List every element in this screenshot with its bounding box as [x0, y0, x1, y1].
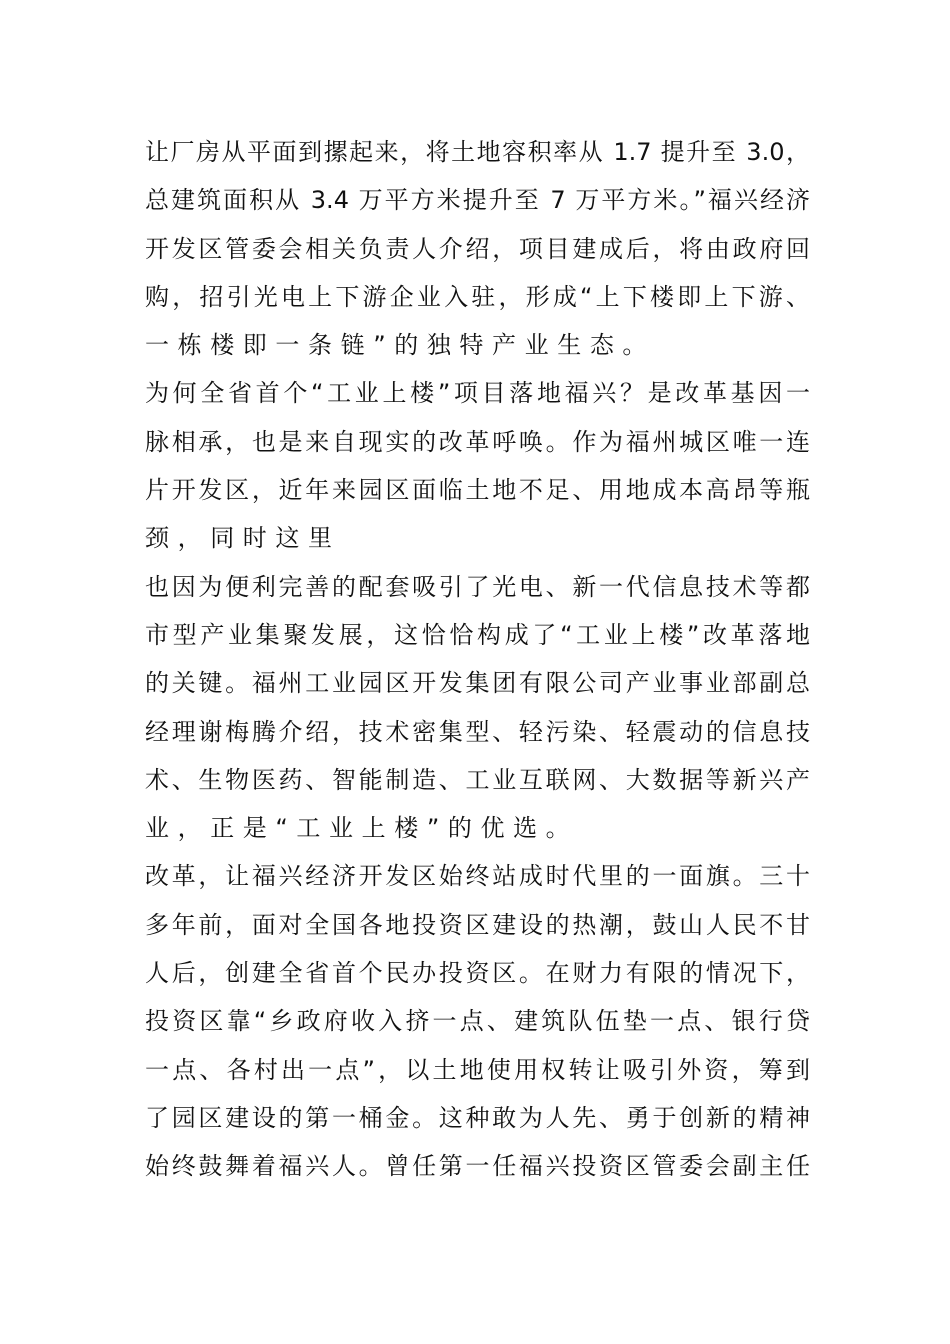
text-line: 人后，创建全省首个民办投资区。在财力有限的情况下， [145, 959, 810, 988]
text-line: 脉相承，也是来自现实的改革呼唤。作为福州城区唯一连 [145, 427, 810, 456]
text-line: 的关键。福州工业园区开发集团有限公司产业事业部副总 [145, 669, 810, 698]
text-line: 让厂房从平面到摞起来，将土地容积率从 1.7 提升至 3.0， [145, 138, 810, 166]
text-line: 为何全省首个“工业上楼”项目落地福兴？是改革基因一 [145, 379, 810, 408]
text-line: 多年前，面对全国各地投资区建设的热潮，鼓山人民不甘 [145, 910, 810, 939]
text-line: 经理谢梅腾介绍，技术密集型、轻污染、轻震动的信息技 [145, 717, 810, 746]
text-line: 一栋楼即一条链”的独特产业生态。 [145, 331, 656, 360]
text-line: 了园区建设的第一桶金。这种敢为人先、勇于创新的精神 [145, 1103, 810, 1132]
text-line: 购，招引光电上下游企业入驻，形成“上下楼即上下游、 [145, 282, 810, 311]
document-page [145, 128, 810, 1191]
text-line: 改革，让福兴经济开发区始终站成时代里的一面旗。三十 [145, 862, 810, 891]
text-line: 一点、各村出一点”，以土地使用权转让吸引外资，筹到 [145, 1055, 810, 1084]
text-line: 业，正是“工业上楼”的优选。 [145, 814, 579, 843]
text-line: 颈，同时这里 [145, 524, 341, 553]
text-line: 总建筑面积从 3.4 万平方米提升至 7 万平方米。”福兴经济 [145, 186, 810, 215]
text-line: 始终鼓舞着福兴人。曾任第一任福兴投资区管委会副主任 [145, 1152, 810, 1181]
text-line: 也因为便利完善的配套吸引了光电、新一代信息技术等都 [145, 572, 810, 601]
text-line: 片开发区，近年来园区面临土地不足、用地成本高昂等瓶 [145, 476, 810, 505]
text-line: 术、生物医药、智能制造、工业互联网、大数据等新兴产 [145, 765, 810, 794]
text-line: 市型产业集聚发展，这恰恰构成了“工业上楼”改革落地 [145, 620, 810, 649]
text-line: 投资区靠“乡政府收入挤一点、建筑队伍垫一点、银行贷 [145, 1007, 810, 1036]
text-line: 开发区管委会相关负责人介绍，项目建成后，将由政府回 [145, 234, 810, 263]
